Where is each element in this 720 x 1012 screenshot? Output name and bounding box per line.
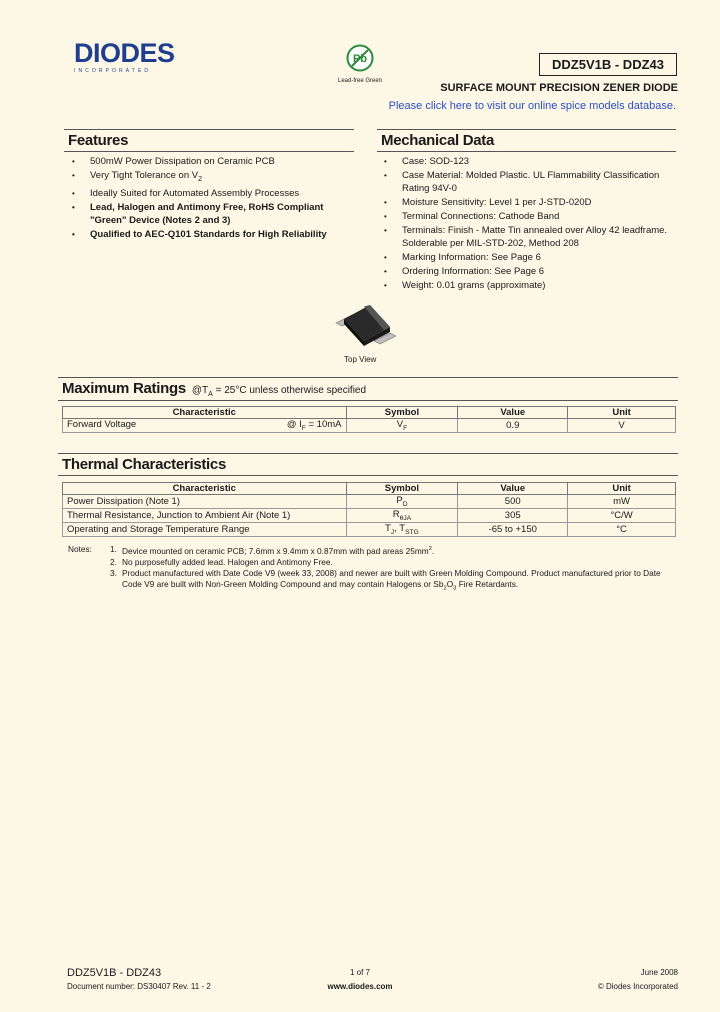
mechanical-list	[378, 155, 678, 293]
table-row	[63, 522, 676, 536]
note-number: 2.	[110, 556, 117, 567]
list-item: • Marking Information: See Page 6	[378, 251, 678, 264]
top-view-caption: Top View	[344, 355, 377, 364]
features-heading: Features	[64, 129, 354, 152]
list-item: • Terminals: Finish - Matte Tin annealed over Alloy 42 leadframe. Solderable per MIL-STD-202, Method 208	[378, 224, 678, 250]
table-header-row	[63, 407, 676, 419]
list-item: • 500mW Power Dissipation on Ceramic PCB	[66, 155, 356, 168]
note-subscript: A	[208, 391, 213, 398]
note-text: O	[446, 578, 454, 589]
characteristic-cell: Power Dissipation (Note 1)	[63, 495, 347, 509]
spice-models-link[interactable]: Please click here to visit our online spice models database.	[388, 100, 676, 112]
column-header: Characteristic	[63, 483, 347, 495]
maximum-ratings-heading	[58, 377, 678, 401]
symbol-cell	[346, 522, 458, 536]
symbol-cell	[346, 495, 458, 509]
list-item	[110, 568, 668, 595]
unit-cell: °C	[568, 522, 676, 536]
note-suffix: = 25°C unless otherwise specified	[212, 385, 367, 396]
characteristic-cell	[63, 419, 347, 433]
unit-cell: mW	[568, 495, 676, 509]
column-header: Symbol	[346, 407, 458, 419]
symbol-subscript: J	[390, 528, 395, 536]
maximum-ratings-title: Maximum Ratings	[62, 380, 186, 397]
notes-label: Notes:	[68, 544, 92, 554]
logo-subtitle: INCORPORATED	[74, 68, 152, 74]
thermal-characteristics-table	[62, 482, 676, 537]
footer-page-number: 1 of 7	[349, 968, 370, 977]
notes-section	[68, 544, 668, 594]
footer-website-link[interactable]: www.diodes.com	[327, 982, 393, 991]
note-subscript: 3	[453, 585, 457, 592]
column-header: Value	[458, 407, 568, 419]
document-subtitle: SURFACE MOUNT PRECISION ZENER DIODE	[440, 82, 678, 94]
diodes-logo	[74, 40, 208, 74]
list-item	[110, 557, 668, 568]
list-item: • Weight: 0.01 grams (approximate)	[378, 279, 678, 292]
list-item: • Case: SOD-123	[378, 155, 678, 168]
maximum-ratings-table	[62, 406, 676, 433]
table-row	[63, 508, 676, 522]
unit-cell: °C/W	[568, 508, 676, 522]
characteristic-cell: Operating and Storage Temperature Range	[63, 522, 347, 536]
pb-symbol: Pb	[352, 53, 368, 65]
footer-doc-number: Document number: DS30407 Rev. 11 - 2	[67, 982, 211, 991]
list-item: • Terminal Connections: Cathode Band	[378, 210, 678, 223]
note-text: Fire Retardants.	[456, 578, 519, 589]
condition-prefix: @ I	[286, 419, 302, 430]
lead-free-icon	[346, 44, 374, 72]
value-cell: 0.9	[458, 419, 568, 433]
note-subscript: 2	[443, 585, 447, 592]
list-item	[110, 544, 668, 557]
note-superscript: 2	[428, 546, 432, 552]
list-item: • Qualified to AEC-Q101 Standards for High Reliability	[66, 228, 356, 241]
notes-list	[110, 544, 668, 594]
table-header-row	[63, 483, 676, 495]
logo-wordmark: DIODES	[74, 38, 175, 68]
symbol-text: R	[392, 508, 400, 520]
note-number: 1.	[110, 544, 117, 554]
symbol-subscript: θJA	[399, 514, 412, 522]
symbol-text: , T	[394, 522, 406, 534]
note-prefix: @T	[191, 385, 209, 396]
note-text: .	[431, 545, 435, 556]
column-header: Unit	[568, 407, 676, 419]
note-text: No purposefully added lead. Halogen and Antimony Free.	[122, 556, 333, 567]
mechanical-data-heading: Mechanical Data	[377, 129, 676, 152]
thermal-characteristics-heading: Thermal Characteristics	[58, 453, 678, 476]
note-text: Device mounted on ceramic PCB; 7.6mm x 9.4mm x 0.87mm with pad areas 25mm	[122, 545, 429, 556]
footer-copyright: © Diodes Incorporated	[597, 982, 678, 991]
characteristic-text: Forward Voltage	[67, 419, 137, 430]
condition-suffix: = 10mA	[305, 419, 342, 430]
column-header: Characteristic	[63, 407, 347, 419]
symbol-text: T	[385, 522, 391, 534]
table-row	[63, 495, 676, 509]
table-row	[63, 419, 676, 433]
value-cell: -65 to +150	[458, 522, 568, 536]
characteristic-cell: Thermal Resistance, Junction to Ambient Air (Note 1)	[63, 508, 347, 522]
part-range-title: DDZ5V1B - DDZ43	[539, 53, 677, 76]
lead-free-label: Lead-free Green	[337, 78, 383, 84]
symbol-cell	[346, 508, 458, 522]
symbol-cell	[346, 419, 458, 433]
column-header: Symbol	[346, 483, 458, 495]
symbol-text: V	[396, 419, 404, 430]
lead-free-badge	[334, 44, 386, 88]
feature-text: Very Tight Tolerance on V	[90, 170, 199, 181]
list-item: • Moisture Sensitivity: Level 1 per J-STD-020D	[378, 196, 678, 209]
ratings-condition-note	[192, 385, 366, 398]
list-item: • Lead, Halogen and Antimony Free, RoHS Compliant "Green" Device (Notes 2 and 3)	[66, 201, 356, 227]
unit-cell: V	[568, 419, 676, 433]
symbol-text: P	[396, 495, 403, 506]
list-item: • Case Material: Molded Plastic. UL Flammability Classification Rating 94V-0	[378, 169, 678, 195]
features-list	[66, 155, 356, 242]
list-item: • Ordering Information: See Page 6	[378, 265, 678, 278]
symbol-subscript: STG	[405, 528, 419, 536]
footer-date: June 2008	[640, 968, 678, 977]
column-header: Unit	[568, 483, 676, 495]
note-text: Product manufactured with Date Code V9 (week 33, 2008) and newer are built with Green Molding Compound. Product manufactured prior to Date Code V9 are built with Non-Green Molding Compound and may contain Halogens or Sb	[122, 567, 661, 589]
condition-subscript: F	[301, 424, 306, 432]
symbol-subscript: F	[403, 424, 408, 432]
footer-part-range: DDZ5V1B - DDZ43	[67, 967, 162, 979]
list-item	[66, 169, 356, 186]
test-condition	[287, 419, 342, 432]
symbol-subscript: D	[402, 500, 408, 508]
column-header: Value	[458, 483, 568, 495]
note-number: 3.	[110, 567, 117, 578]
list-item: • Ideally Suited for Automated Assembly Processes	[66, 187, 356, 200]
value-cell: 500	[458, 495, 568, 509]
value-cell: 305	[458, 508, 568, 522]
vz-subscript: Z	[198, 175, 203, 183]
